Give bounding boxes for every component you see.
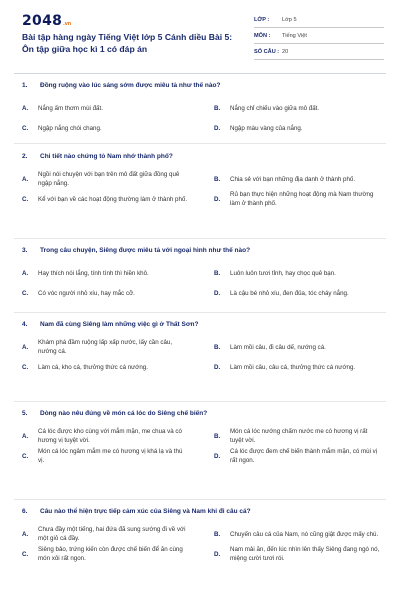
question-2 bbox=[22, 151, 387, 208]
options-grid bbox=[22, 99, 387, 137]
question-text: Trong câu chuyện, Siêng được miêu tả với ngoại hình như thế nào? bbox=[40, 247, 251, 254]
question-number: 5. bbox=[22, 410, 28, 417]
option-letter: C. bbox=[22, 289, 29, 297]
option-letter: B. bbox=[214, 104, 221, 112]
question-separator bbox=[14, 312, 386, 313]
question-title bbox=[22, 80, 387, 92]
question-number: 6. bbox=[22, 508, 28, 515]
question-separator bbox=[14, 499, 386, 500]
options-grid bbox=[22, 427, 387, 465]
question-text: Dòng nào nêu đúng về món cá lóc do Siêng chế biến? bbox=[40, 410, 208, 417]
logo-main-text: 2048 bbox=[22, 13, 63, 29]
option-text: Siêng bảo, trứng kiến còn được chế biến để ăn cùng món xôi rất ngon. bbox=[38, 546, 183, 562]
question-1 bbox=[22, 80, 387, 137]
option-letter: A. bbox=[22, 432, 29, 440]
question-number: 2. bbox=[22, 153, 28, 160]
option-b[interactable] bbox=[214, 99, 387, 117]
option-letter: C. bbox=[22, 550, 29, 558]
options-grid bbox=[22, 264, 387, 302]
option-d[interactable] bbox=[214, 284, 387, 302]
option-letter: D. bbox=[214, 124, 221, 132]
option-text: Rủ bạn thực hiện những hoạt động mà Nam thường làm ở thành phố. bbox=[230, 191, 374, 207]
option-text: Chia sẻ với bạn những địa danh ở thành phố. bbox=[230, 175, 356, 183]
site-logo[interactable] bbox=[22, 13, 71, 29]
question-number: 4. bbox=[22, 321, 28, 328]
meta-label: LỚP : bbox=[254, 16, 270, 23]
option-b[interactable] bbox=[214, 264, 387, 282]
option-b[interactable] bbox=[214, 427, 387, 445]
option-text: Khám phá đầm ruộng lấp xấp nước, lấy cần câu, nướng cá. bbox=[38, 339, 173, 355]
option-letter: A. bbox=[22, 530, 29, 538]
question-number: 3. bbox=[22, 247, 28, 254]
question-text: Câu nào thể hiện trực tiếp cảm xúc của Siêng và Nam khi đi câu cá? bbox=[40, 508, 251, 515]
option-c[interactable] bbox=[22, 284, 195, 302]
option-letter: A. bbox=[22, 343, 29, 351]
option-text: Làm cá, kho cá, thưởng thức cá nướng. bbox=[38, 363, 148, 371]
option-letter: C. bbox=[22, 363, 29, 371]
question-separator bbox=[14, 401, 386, 402]
meta-table bbox=[254, 12, 384, 60]
option-text: Nắng chỉ chiếu vào giữa mô đất. bbox=[230, 104, 320, 112]
option-b[interactable] bbox=[214, 170, 387, 188]
option-letter: D. bbox=[214, 363, 221, 371]
question-5 bbox=[22, 408, 387, 465]
question-title bbox=[22, 319, 387, 331]
option-text: Cá lóc được đem chế biến thành mắm mặn, có mùi vị rất ngon. bbox=[230, 448, 378, 464]
option-letter: C. bbox=[22, 195, 29, 203]
meta-row-subject bbox=[254, 28, 384, 44]
option-letter: B. bbox=[214, 530, 221, 538]
question-text: Chi tiết nào chứng tỏ Nam nhớ thành phố? bbox=[40, 153, 173, 160]
options-grid bbox=[22, 338, 387, 376]
question-number: 1. bbox=[22, 82, 28, 89]
option-letter: D. bbox=[214, 452, 221, 460]
question-separator bbox=[14, 238, 386, 239]
meta-label: SỐ CÂU : bbox=[254, 48, 280, 55]
question-title bbox=[22, 506, 387, 518]
option-text: Hay thích nói lắng, tính tình thì hiền khô. bbox=[38, 269, 149, 277]
option-d[interactable] bbox=[214, 190, 387, 208]
options-grid bbox=[22, 170, 387, 208]
option-text: Làm mồi câu, câu cá, thưởng thức cá nướng. bbox=[230, 363, 356, 371]
option-letter: A. bbox=[22, 175, 29, 183]
option-letter: D. bbox=[214, 550, 221, 558]
question-text: Nam đã cùng Siêng làm những việc gì ở Thất Sơn? bbox=[40, 321, 199, 328]
option-b[interactable] bbox=[214, 525, 387, 543]
option-d[interactable] bbox=[214, 545, 387, 563]
option-letter: B. bbox=[214, 175, 221, 183]
option-a[interactable] bbox=[22, 264, 195, 282]
option-text: Nam mải ăn, đến lúc nhìn lên thấy Siêng đang ngó nó, miệng cười tươi rói. bbox=[230, 546, 380, 562]
meta-label: MÔN : bbox=[254, 32, 271, 39]
option-text: Luôn luôn tươi tỉnh, hay chọc quê bạn. bbox=[230, 269, 336, 277]
option-text: Là cậu bé nhỏ xíu, đen đủa, tóc cháy nắng. bbox=[230, 289, 349, 297]
header-divider bbox=[14, 73, 386, 74]
option-text: Món cá lóc nướng chấm nước me có hương vị rất tuyệt vời. bbox=[230, 428, 368, 444]
question-6 bbox=[22, 506, 387, 563]
option-text: Làm mồi câu, đi câu dế, nướng cá. bbox=[230, 343, 326, 351]
meta-row-class bbox=[254, 12, 384, 28]
option-letter: C. bbox=[22, 452, 29, 460]
question-4 bbox=[22, 319, 387, 376]
option-text: Ngồi nói chuyện với bạn trên mô đất giữa đồng quê ngập nắng. bbox=[38, 171, 180, 187]
option-a[interactable] bbox=[22, 99, 195, 117]
meta-value: Lớp 5 bbox=[282, 16, 297, 23]
meta-value: Tiếng Việt bbox=[282, 32, 307, 39]
option-text: Ngập nắng chói chang. bbox=[38, 124, 102, 132]
option-letter: D. bbox=[214, 195, 221, 203]
option-letter: A. bbox=[22, 269, 29, 277]
option-letter: B. bbox=[214, 432, 221, 440]
meta-row-count bbox=[254, 44, 384, 60]
option-text: Món cá lóc ngâm mắm me có hương vị khá lạ và thú vị. bbox=[38, 448, 183, 464]
option-d[interactable] bbox=[214, 447, 387, 465]
logo-domain-text: .vn bbox=[63, 21, 72, 27]
option-letter: B. bbox=[214, 343, 221, 351]
page-header bbox=[0, 0, 400, 70]
question-title bbox=[22, 408, 387, 420]
question-3 bbox=[22, 245, 387, 302]
option-letter: D. bbox=[214, 289, 221, 297]
question-text: Đồng ruộng vào lúc sáng sớm được miêu tả như thế nào? bbox=[40, 82, 221, 89]
question-title bbox=[22, 245, 387, 257]
meta-value: 20 bbox=[282, 48, 289, 55]
option-b[interactable] bbox=[214, 338, 387, 356]
option-a[interactable] bbox=[22, 338, 195, 356]
option-a[interactable] bbox=[22, 525, 195, 543]
option-text: Nắng ấm thơm mùi đất. bbox=[38, 104, 103, 112]
option-text: Chuyến câu cá của Nam, nó cũng giật được mấy chú. bbox=[230, 530, 379, 538]
option-letter: C. bbox=[22, 124, 29, 132]
option-a[interactable] bbox=[22, 427, 195, 445]
option-c[interactable] bbox=[22, 545, 195, 563]
question-title bbox=[22, 151, 387, 163]
option-c[interactable] bbox=[22, 190, 195, 208]
option-letter: B. bbox=[214, 269, 221, 277]
option-c[interactable] bbox=[22, 119, 195, 137]
document-title: Bài tập hàng ngày Tiếng Việt lớp 5 Cánh diều Bài 5: Ôn tập giữa học kì 1 có đáp án bbox=[22, 32, 233, 54]
options-grid bbox=[22, 525, 387, 563]
option-d[interactable] bbox=[214, 119, 387, 137]
option-c[interactable] bbox=[22, 358, 195, 376]
option-text: Cá lóc được kho cùng với mắm mặn, me chua và có hương vị tuyệt vời. bbox=[38, 428, 182, 444]
option-d[interactable] bbox=[214, 358, 387, 376]
option-letter: A. bbox=[22, 104, 29, 112]
option-text: Chưa đầy một tiếng, hai đứa đã sung sướng đi về với một giỏ cá đầy. bbox=[38, 526, 186, 542]
question-separator bbox=[14, 143, 386, 144]
option-a[interactable] bbox=[22, 170, 195, 188]
option-text: Kể với bạn về các hoạt động thường làm ở thành phố. bbox=[38, 195, 188, 203]
option-c[interactable] bbox=[22, 447, 195, 465]
option-text: Ngập màu vàng của nắng. bbox=[230, 124, 303, 132]
option-text: Có vóc người nhỏ xíu, hay mắc cỡ. bbox=[38, 289, 135, 297]
